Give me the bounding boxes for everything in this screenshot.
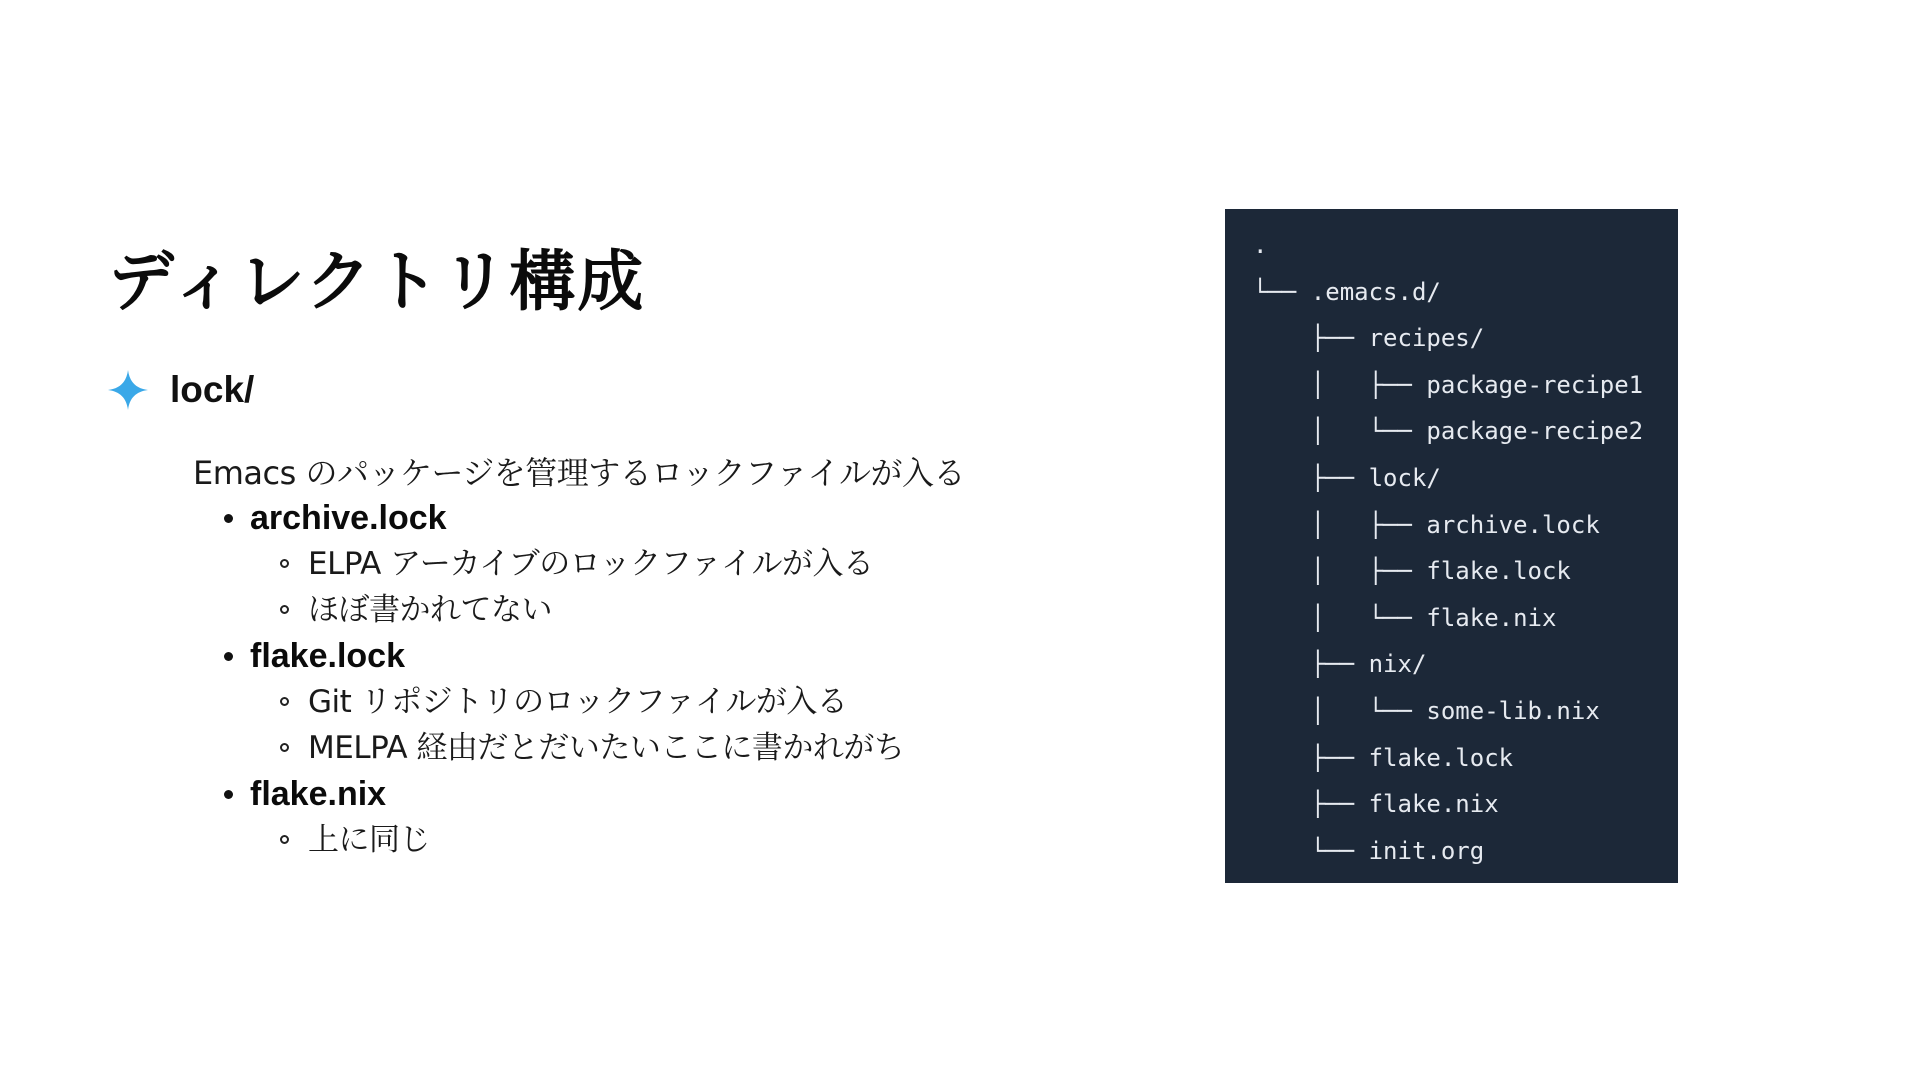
item-note: ほぼ書かれてない bbox=[308, 592, 552, 628]
tree-line: │ └── some-lib.nix bbox=[1253, 696, 1600, 725]
tree-line: . bbox=[1253, 231, 1268, 259]
list-subitem bbox=[222, 587, 904, 633]
section-heading bbox=[106, 368, 254, 412]
item-name: archive.lock bbox=[250, 499, 447, 537]
list-subitem bbox=[222, 725, 904, 771]
tree-line: ├── flake.nix bbox=[1253, 790, 1499, 819]
bullet-disc bbox=[224, 514, 233, 523]
tree-line: │ ├── package-recipe1 bbox=[1253, 370, 1644, 399]
tree-line: ├── flake.lock bbox=[1253, 743, 1514, 772]
item-note: 上に同じ bbox=[308, 822, 430, 858]
item-name: flake.nix bbox=[250, 775, 387, 813]
tree-line: │ ├── flake.lock bbox=[1253, 557, 1571, 586]
list-subitem bbox=[222, 679, 904, 725]
item-name: flake.lock bbox=[250, 637, 405, 675]
bullet-circle bbox=[280, 559, 289, 568]
tree-line: ├── lock/ bbox=[1253, 463, 1441, 492]
bullet-disc bbox=[224, 790, 233, 799]
file-list bbox=[222, 495, 904, 863]
tree-line: │ └── package-recipe2 bbox=[1253, 417, 1644, 446]
item-note: Git リポジトリのロックファイルが入る bbox=[308, 684, 848, 720]
item-note: ELPA アーカイブのロックファイルが入る bbox=[308, 546, 874, 582]
list-subitem bbox=[222, 817, 904, 863]
tree-line: │ └── flake.nix bbox=[1253, 603, 1557, 632]
item-note: MELPA 経由だとだいたいここに書かれがち bbox=[308, 730, 905, 766]
list-item bbox=[222, 633, 904, 679]
tree-line: └── .emacs.d/ bbox=[1253, 277, 1441, 306]
tree-line: ├── recipes/ bbox=[1253, 324, 1485, 353]
section-label: lock/ bbox=[170, 369, 255, 410]
bullet-circle bbox=[280, 697, 289, 706]
bullet-circle bbox=[280, 605, 289, 614]
tree-line: │ ├── archive.lock bbox=[1253, 510, 1600, 539]
bullet-disc bbox=[224, 652, 233, 661]
bullet-circle bbox=[280, 835, 289, 844]
list-item bbox=[222, 495, 904, 541]
tree-line: ├── nix/ bbox=[1253, 650, 1427, 679]
section-description: Emacs のパッケージを管理するロックファイルが入る bbox=[193, 454, 966, 492]
sparkle-icon bbox=[106, 368, 150, 412]
bullet-circle bbox=[280, 743, 289, 752]
directory-tree bbox=[1253, 222, 1643, 874]
slide-title: ディレクトリ構成 bbox=[108, 243, 646, 320]
directory-tree-panel bbox=[1225, 209, 1678, 883]
list-item bbox=[222, 771, 904, 817]
list-subitem bbox=[222, 541, 904, 587]
tree-line: └── init.org bbox=[1253, 836, 1485, 865]
